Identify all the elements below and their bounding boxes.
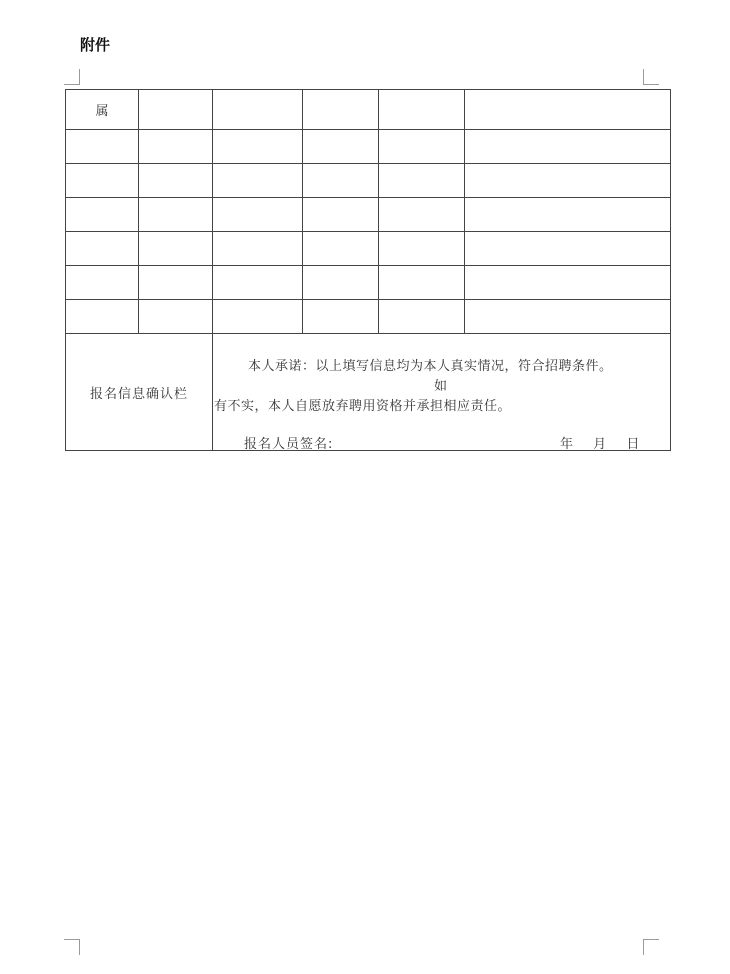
confirmation-cell: [213, 334, 671, 451]
header-cell[interactable]: [303, 90, 379, 130]
table-row: [66, 198, 671, 232]
table-row: [66, 266, 671, 300]
pledge-wrap-char: 如: [434, 379, 448, 394]
table-cell[interactable]: [465, 232, 671, 266]
date-month-label: 月: [593, 437, 607, 452]
table-cell[interactable]: [213, 164, 303, 198]
table-row: [66, 232, 671, 266]
header-cell[interactable]: [379, 90, 465, 130]
table-cell[interactable]: [379, 130, 465, 164]
registration-form-table: [65, 89, 671, 451]
confirmation-label: 报名信息确认栏: [66, 334, 213, 451]
pledge-line-1: 本人承诺：以上填写信息均为本人真实情况，符合招聘条件。: [248, 359, 613, 374]
table-cell[interactable]: [303, 130, 379, 164]
table-cell[interactable]: [213, 266, 303, 300]
table-cell[interactable]: [465, 130, 671, 164]
crop-mark-top-left: [64, 69, 80, 85]
signature-date: [560, 433, 655, 452]
table-cell[interactable]: [379, 232, 465, 266]
table-cell[interactable]: [379, 300, 465, 334]
table-cell[interactable]: [465, 266, 671, 300]
table-cell[interactable]: [379, 198, 465, 232]
table-cell[interactable]: [66, 232, 139, 266]
attachment-title: 附件: [80, 36, 111, 54]
table-row: [66, 300, 671, 334]
table-cell[interactable]: [139, 266, 213, 300]
table-cell[interactable]: [379, 164, 465, 198]
header-cell[interactable]: [213, 90, 303, 130]
pledge-line-2: 有不实，本人自愿放弃聘用资格并承担相应责任。: [214, 399, 512, 414]
table-row: [66, 164, 671, 198]
table-cell[interactable]: [303, 232, 379, 266]
table-cell[interactable]: [66, 300, 139, 334]
table-cell[interactable]: [139, 232, 213, 266]
table-cell[interactable]: [139, 164, 213, 198]
crop-mark-top-right: [643, 69, 659, 85]
table-cell[interactable]: [139, 198, 213, 232]
table-cell[interactable]: [66, 266, 139, 300]
table-cell[interactable]: [213, 130, 303, 164]
crop-mark-bottom-left: [64, 939, 80, 955]
signature-label: 报名人员签名:: [244, 437, 334, 452]
table-cell[interactable]: [139, 300, 213, 334]
table-cell[interactable]: [66, 198, 139, 232]
table-cell[interactable]: [465, 198, 671, 232]
table-cell[interactable]: [213, 198, 303, 232]
header-cell[interactable]: [139, 90, 213, 130]
table-cell[interactable]: [303, 300, 379, 334]
crop-mark-bottom-right: [643, 939, 659, 955]
table-cell[interactable]: [465, 164, 671, 198]
table-cell[interactable]: [379, 266, 465, 300]
table-cell[interactable]: [213, 232, 303, 266]
header-cell: 属: [66, 90, 139, 130]
table-cell[interactable]: [303, 198, 379, 232]
confirmation-row: [66, 334, 671, 451]
table-header-row: [66, 90, 671, 130]
table-cell[interactable]: [303, 266, 379, 300]
header-cell[interactable]: [465, 90, 671, 130]
table-cell[interactable]: [465, 300, 671, 334]
date-year-label: 年: [560, 437, 574, 452]
table-cell[interactable]: [66, 130, 139, 164]
table-row: [66, 130, 671, 164]
table-cell[interactable]: [139, 130, 213, 164]
date-day-label: 日: [626, 437, 640, 452]
table-cell[interactable]: [66, 164, 139, 198]
table-cell[interactable]: [303, 164, 379, 198]
table-cell[interactable]: [213, 300, 303, 334]
